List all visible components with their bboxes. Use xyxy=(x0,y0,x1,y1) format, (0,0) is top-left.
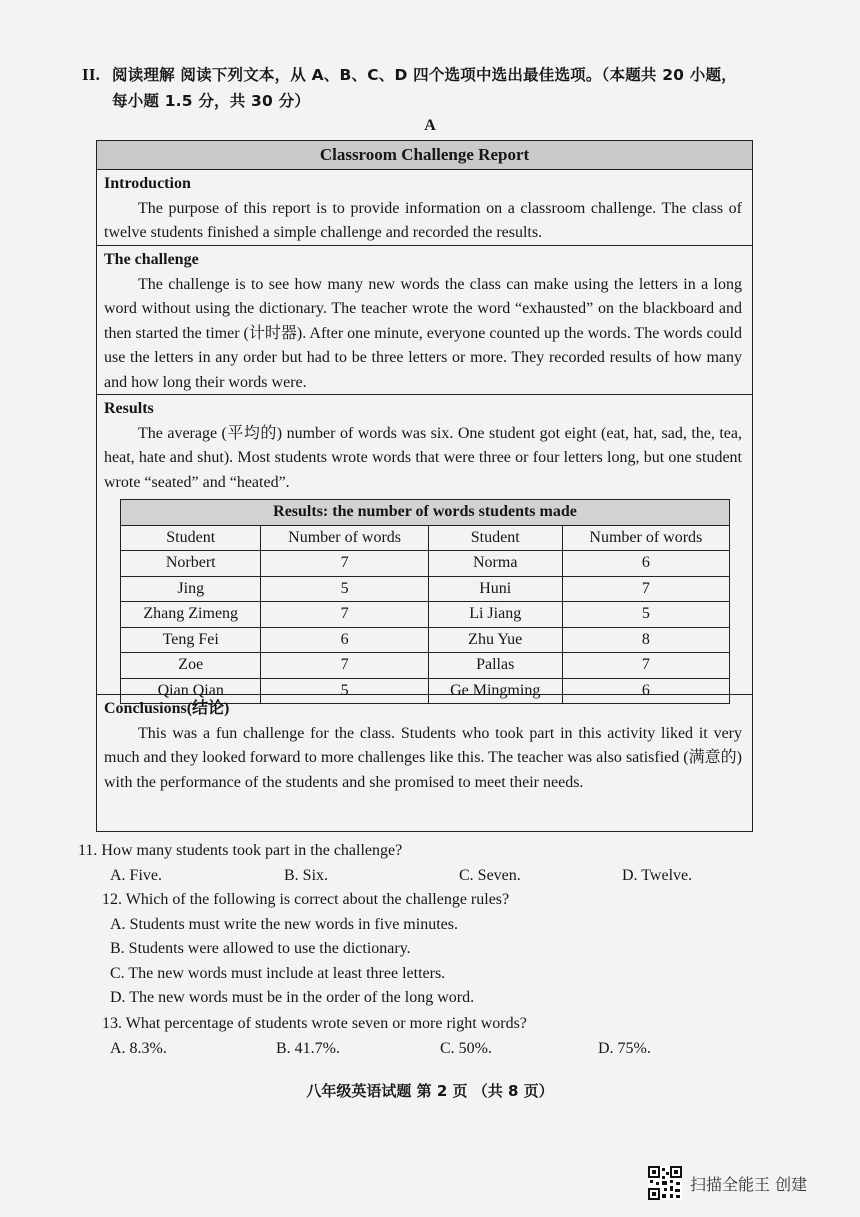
table-row xyxy=(121,551,730,577)
question-options xyxy=(102,913,802,1011)
option-c[interactable]: C. Seven. xyxy=(459,866,521,884)
table-cell: Jing xyxy=(121,576,261,602)
option-d[interactable]: D. The new words must be in the order of the long word. xyxy=(110,989,475,1006)
scanner-watermark xyxy=(648,1166,807,1200)
column-header: Student xyxy=(428,525,562,551)
table-cell: Pallas xyxy=(428,653,562,679)
option-d[interactable]: D. Twelve. xyxy=(622,866,693,884)
option-c[interactable]: C. 50%. xyxy=(440,1039,492,1057)
question-stem: 12. Which of the following is correct about the challenge rules? xyxy=(102,891,510,908)
section-instructions-line2: 每小题 1.5 分，共 30 分） xyxy=(112,92,311,110)
option-b[interactable]: B. 41.7%. xyxy=(276,1039,340,1057)
challenge-text: The challenge is to see how many new words the class can make using the letters in a long word without using the dictionary. The teacher wrote the word “exhausted” on the blackboard and then started the timer (计时器). After one minute, everyone counted up the words. The words could use the letters in any order but had to be three letters or more. They recorded results of how many and how long their words were. xyxy=(104,275,742,391)
table-cell: Norma xyxy=(428,551,562,577)
question-11 xyxy=(78,839,778,888)
table-cell: Zhang Zimeng xyxy=(121,602,261,628)
table-cell: Norbert xyxy=(121,551,261,577)
option-b[interactable]: B. Six. xyxy=(284,866,329,884)
table-cell: 7 xyxy=(562,576,729,602)
table-cell: Teng Fei xyxy=(121,627,261,653)
results-text: The average (平均的) number of words was six. One student got eight (eat, hat, sad, the, tea, heat, hate and shut). Most students wrote words that were three or four letters long, but one student wrote “seated” and “heated”. xyxy=(104,424,742,491)
passage-letter: A xyxy=(424,117,436,134)
question-stem: 11. How many students took part in the challenge? xyxy=(78,842,403,859)
table-cell: 6 xyxy=(562,551,729,577)
results-table-caption: Results: the number of words students made xyxy=(121,500,730,526)
introduction-heading: Introduction xyxy=(104,175,191,192)
option-b[interactable]: B. Students were allowed to use the dictionary. xyxy=(110,940,411,957)
table-cell: Zoe xyxy=(121,653,261,679)
table-cell: 7 xyxy=(261,602,428,628)
question-options xyxy=(78,864,778,889)
table-cell: Huni xyxy=(428,576,562,602)
table-cell: 7 xyxy=(261,653,428,679)
table-cell: Li Jiang xyxy=(428,602,562,628)
report-title: Classroom Challenge Report xyxy=(97,141,752,170)
question-13 xyxy=(102,1012,802,1061)
results-heading: Results xyxy=(104,400,154,417)
watermark-text: 扫描全能王 创建 xyxy=(690,1174,808,1194)
table-cell: 7 xyxy=(261,551,428,577)
table-cell: 7 xyxy=(562,653,729,679)
results-table xyxy=(120,499,730,704)
section-instructions-line1: 阅读理解 阅读下列文本，从 A、B、C、D 四个选项中选出最佳选项。（本题共 20 小题， xyxy=(112,66,737,84)
question-stem: 13. What percentage of students wrote seven or more right words? xyxy=(102,1015,527,1032)
conclusions-text: This was a fun challenge for the class. Students who took part in this activity liked it very much and they looked forward to more challenges like this. The teacher was also satisfied (满意的) with the performance of the students and she promised to meet their needs. xyxy=(104,724,742,791)
table-cell: Ge Mingming xyxy=(428,678,562,704)
table-header-row xyxy=(121,525,730,551)
challenge-heading: The challenge xyxy=(104,251,199,268)
option-a[interactable]: A. Students must write the new words in five minutes. xyxy=(110,915,458,933)
question-12 xyxy=(102,888,802,1011)
results-block xyxy=(97,395,752,699)
challenge-block xyxy=(97,246,752,395)
table-cell: 8 xyxy=(562,627,729,653)
qr-code-icon xyxy=(648,1166,682,1200)
column-header: Number of words xyxy=(562,525,729,551)
introduction-text: The purpose of this report is to provide information on a classroom challenge. The class of twelve students finished a simple challenge and recorded the results. xyxy=(104,199,742,241)
option-c[interactable]: C. The new words must include at least three letters. xyxy=(110,964,446,982)
table-row xyxy=(121,602,730,628)
option-d[interactable]: D. 75%. xyxy=(598,1039,651,1057)
conclusions-block xyxy=(97,695,752,799)
conclusions-heading: Conclusions(结论) xyxy=(104,700,230,717)
table-cell: 5 xyxy=(562,602,729,628)
table-cell: Qian Qian xyxy=(121,678,261,704)
introduction-block xyxy=(97,170,752,246)
report-box xyxy=(96,140,753,832)
table-row xyxy=(121,576,730,602)
column-header: Number of words xyxy=(261,525,428,551)
table-cell: 6 xyxy=(261,627,428,653)
option-a[interactable]: A. Five. xyxy=(110,866,162,884)
column-header: Student xyxy=(121,525,261,551)
section-number: II. xyxy=(82,65,101,84)
table-cell: 5 xyxy=(261,576,428,602)
question-options xyxy=(102,1037,802,1062)
page-footer: 八年级英语试题 第 2 页 （共 8 页） xyxy=(306,1082,554,1100)
table-row xyxy=(121,627,730,653)
option-a[interactable]: A. 8.3%. xyxy=(110,1039,167,1057)
table-cell: 6 xyxy=(562,678,729,704)
table-cell: 5 xyxy=(261,678,428,704)
section-heading xyxy=(82,62,802,114)
table-cell: Zhu Yue xyxy=(428,627,562,653)
table-row xyxy=(121,653,730,679)
